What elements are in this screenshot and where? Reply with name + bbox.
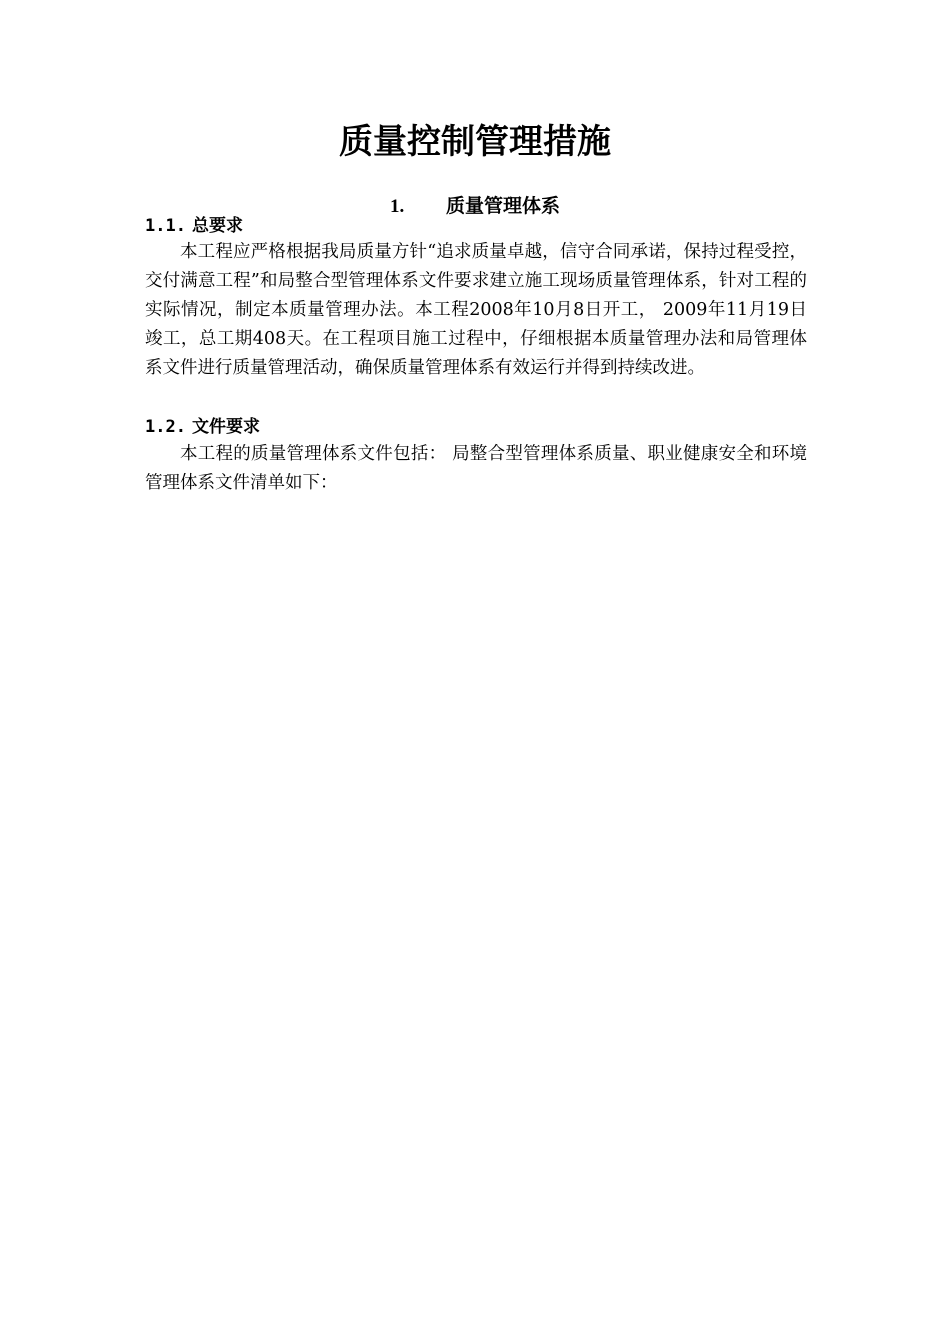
subsection-title: 文件要求 bbox=[191, 417, 260, 437]
subsection-number: 1.1. bbox=[145, 216, 186, 236]
subsection-title: 总要求 bbox=[191, 216, 243, 236]
paragraph-general-requirements: 本工程应严格根据我局质量方针“追求质量卓越，信守合同承诺，保持过程受控，交付满意工程”和局整合型管理体系文件要求建立施工现场质量管理体系，针对工程的实际情况，制定本质量管理办法。本工程2008年10月8日开工， 2009年11月19日竣工，总工期408天。在工程项目施工过程中，仔细根据本质量管理办法和局管理体系文件进行质量管理活动，确保质量管理体系有效运行并得到持续改进。 bbox=[145, 242, 807, 378]
subsection-number: 1.2. bbox=[145, 417, 186, 437]
section-title: 质量管理体系 bbox=[445, 195, 560, 217]
section-heading bbox=[0, 192, 950, 221]
paragraph-document-requirements: 本工程的质量管理体系文件包括： 局整合型管理体系质量、职业健康安全和环境管理体系文件清单如下： bbox=[145, 444, 807, 493]
subsection-heading-general-requirements bbox=[145, 214, 243, 238]
document-title: 质量控制管理措施 bbox=[339, 122, 611, 162]
subsection-heading-document-requirements bbox=[145, 415, 260, 439]
section-number: 1. bbox=[389, 196, 405, 217]
